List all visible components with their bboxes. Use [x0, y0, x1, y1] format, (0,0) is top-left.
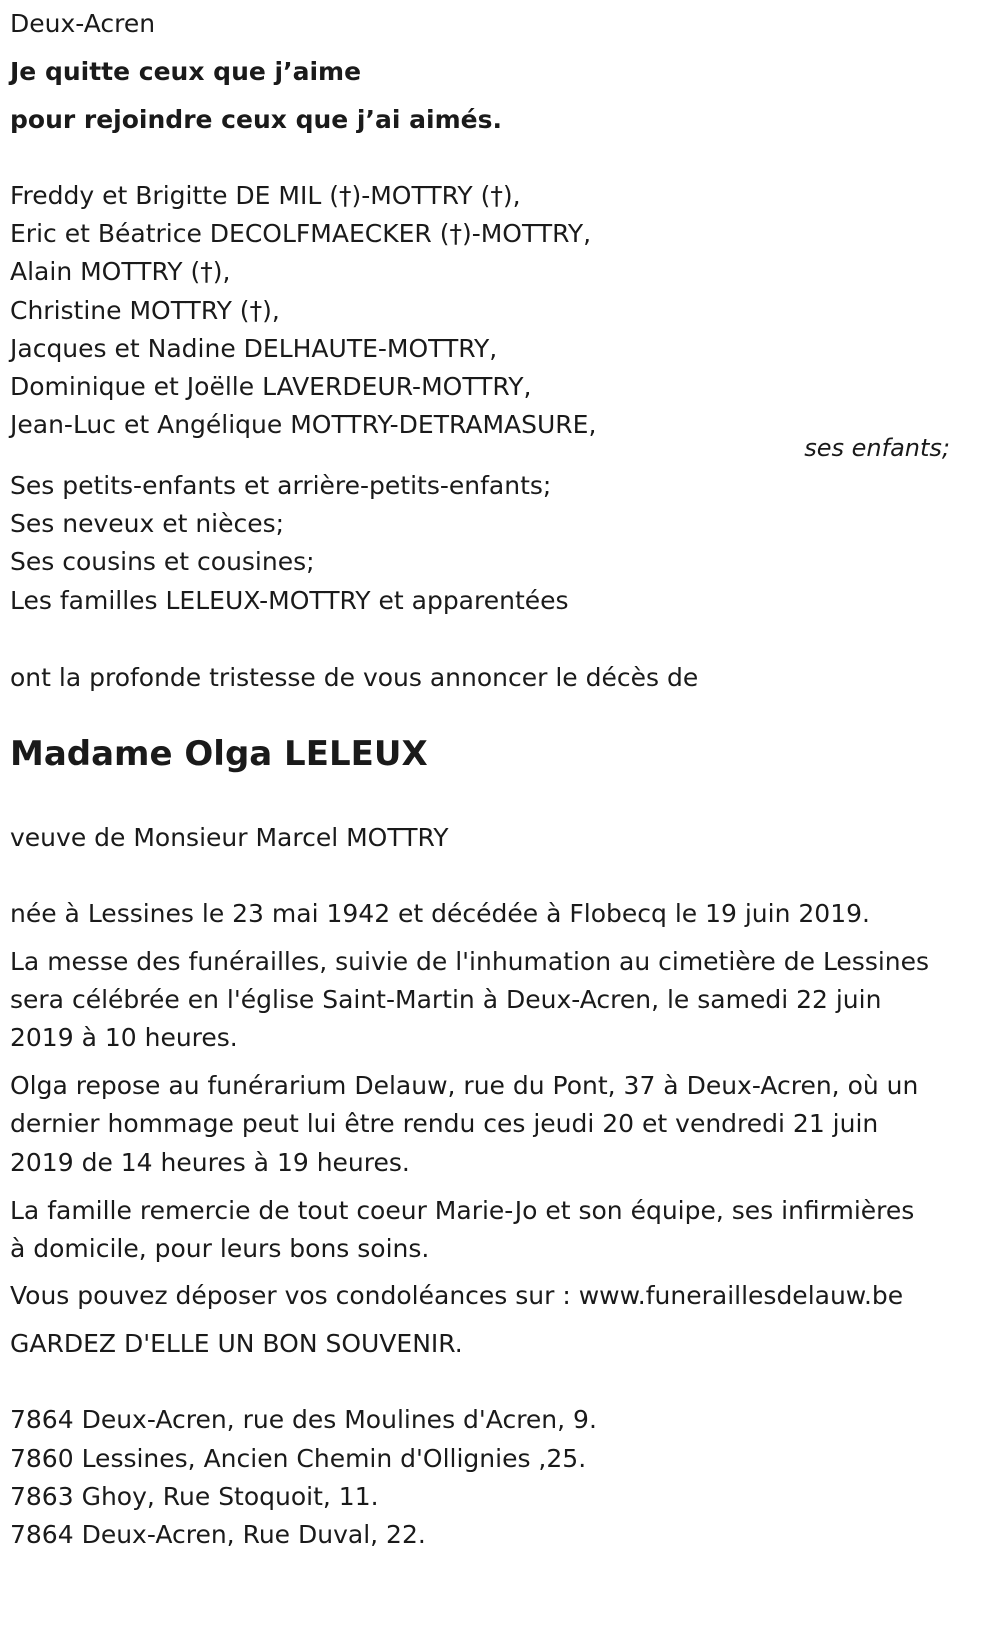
quote-line-2: pour rejoindre ceux que j’ai aimés.	[10, 105, 502, 134]
child-line: Alain MOTTRY (†),	[10, 257, 231, 286]
child-line: Christine MOTTRY (†),	[10, 296, 280, 325]
closing-line: GARDEZ D'ELLE UN BON SOUVENIR.	[10, 1329, 463, 1358]
child-line: Jean-Luc et Angélique MOTTRY-DETRAMASURE,	[10, 410, 597, 439]
deceased-name: Madame Olga LELEUX	[10, 734, 428, 774]
visitation-line: Olga repose au funérarium Delauw, rue du Pont, 37 à Deux-Acren, où un	[10, 1071, 919, 1100]
widow-of: veuve de Monsieur Marcel MOTTRY	[10, 823, 449, 852]
funeral-line: La messe des funérailles, suivie de l'inhumation au cimetière de Lessines	[10, 947, 930, 976]
birth-death: née à Lessines le 23 mai 1942 et décédée à Flobecq le 19 juin 2019.	[10, 899, 870, 928]
funeral-line: 2019 à 10 heures.	[10, 1023, 238, 1052]
header-place: Deux-Acren	[10, 9, 156, 38]
funeral-line: sera célébrée en l'église Saint-Martin à Deux-Acren, le samedi 22 juin	[10, 985, 882, 1014]
address-line: 7860 Lessines, Ancien Chemin d'Ollignies ,25.	[10, 1444, 587, 1473]
quote-line-1: Je quitte ceux que j’aime	[10, 57, 362, 86]
thanks-line: La famille remercie de tout coeur Marie-Jo et son équipe, ses infirmières	[10, 1196, 915, 1225]
child-line: Freddy et Brigitte DE MIL (†)-MOTTRY (†),	[10, 181, 521, 210]
child-line: Dominique et Joëlle LAVERDEUR-MOTTRY,	[10, 372, 532, 401]
announcement: ont la profonde tristesse de vous annoncer le décès de	[10, 663, 699, 692]
address-line: 7863 Ghoy, Rue Stoquoit, 11.	[10, 1482, 379, 1511]
address-line: 7864 Deux-Acren, Rue Duval, 22.	[10, 1520, 426, 1549]
visitation-line: dernier hommage peut lui être rendu ces jeudi 20 et vendredi 21 juin	[10, 1109, 879, 1138]
child-line: Eric et Béatrice DECOLFMAECKER (†)-MOTTRY,	[10, 219, 592, 248]
thanks-line: à domicile, pour leurs bons soins.	[10, 1234, 430, 1263]
visitation-line: 2019 de 14 heures à 19 heures.	[10, 1148, 410, 1177]
condolences-line: Vous pouvez déposer vos condoléances sur : www.funeraillesdelauw.be	[10, 1281, 904, 1310]
relative-line: Ses neveux et nièces;	[10, 509, 285, 538]
children-label: ses enfants;	[804, 434, 950, 462]
address-line: 7864 Deux-Acren, rue des Moulines d'Acren, 9.	[10, 1405, 597, 1434]
relative-line: Les familles LELEUX-MOTTRY et apparentées	[10, 586, 569, 615]
child-line: Jacques et Nadine DELHAUTE-MOTTRY,	[10, 334, 498, 363]
relative-line: Ses cousins et cousines;	[10, 547, 315, 576]
relative-line: Ses petits-enfants et arrière-petits-enfants;	[10, 471, 552, 500]
